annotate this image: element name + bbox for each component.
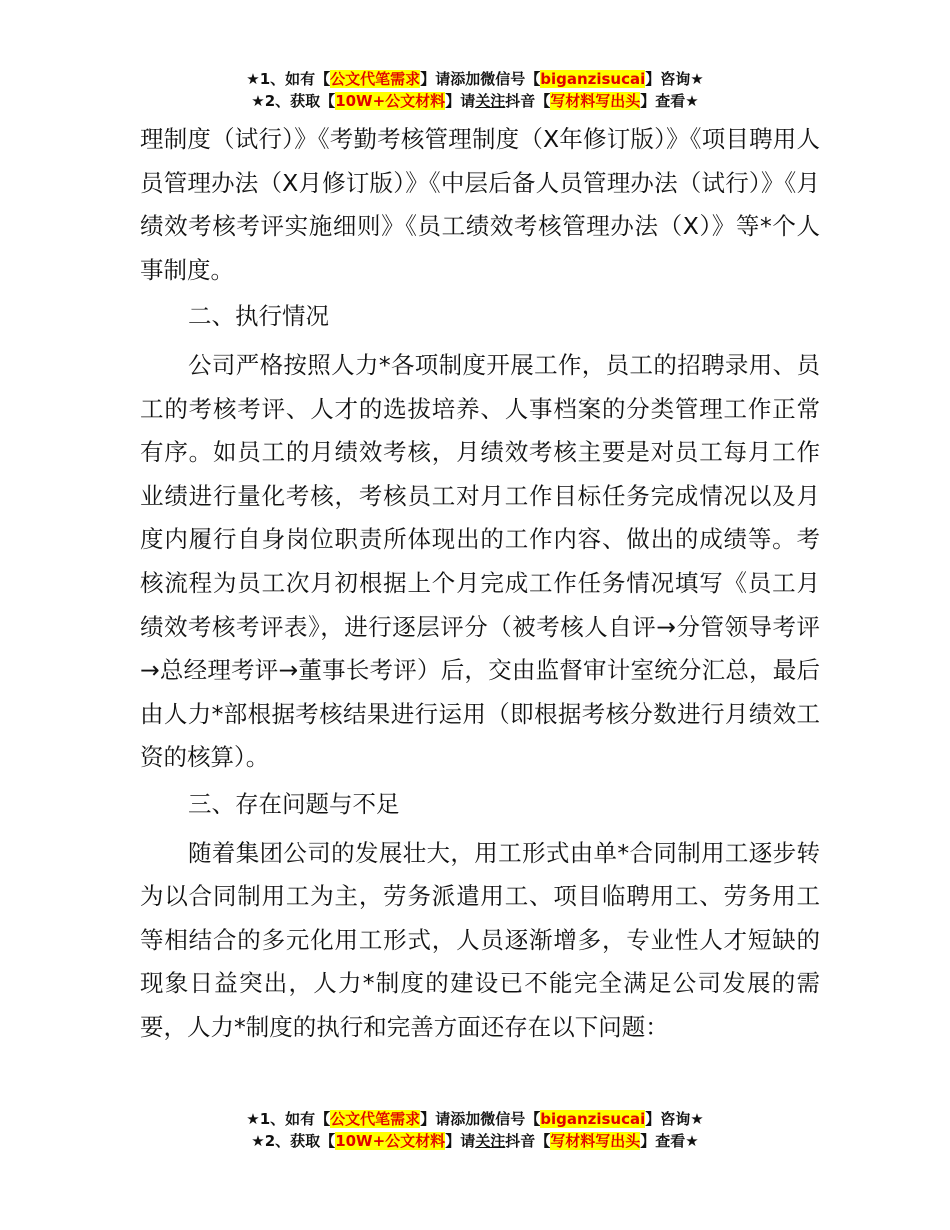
banner-text: ★2、获取【 [251, 1132, 336, 1150]
banner-text: 】查看★ [640, 92, 699, 110]
banner-follow-text: 关注 [475, 1132, 506, 1150]
banner-highlight-douyin: 写材料写出头 [550, 92, 641, 110]
section-heading-problems: 三、存在问题与不足 [188, 789, 400, 818]
banner-text: 】请添加微信号【 [420, 70, 541, 88]
header-banner [0, 68, 950, 112]
banner-text: 】请添加微信号【 [420, 1110, 541, 1128]
banner-follow-text: 关注 [475, 92, 506, 110]
banner-text: 】请 [445, 1132, 476, 1150]
banner-text: 】咨询★ [645, 70, 704, 88]
banner-text: ★1、如有【 [246, 1110, 331, 1128]
banner-text: 抖音【 [505, 92, 551, 110]
banner-highlight-ghostwriting: 公文代笔需求 [330, 1110, 421, 1128]
banner-text: 抖音【 [505, 1132, 551, 1150]
banner-highlight-douyin: 写材料写出头 [550, 1132, 641, 1150]
banner-highlight-materials: 10W+公文材料 [335, 1132, 446, 1150]
footer-banner-line-1 [0, 1108, 950, 1130]
section-heading-execution: 二、执行情况 [188, 302, 329, 331]
banner-highlight-wechat-id: biganzisucai [540, 70, 646, 88]
paragraph-execution: 公司严格按照人力*各项制度开展工作，员工的招聘录用、员工的考核考评、人才的选拔培养、人事档案的分类管理工作正常有序。如员工的月绩效考核，月绩效考核主要是对员工每月工作业绩进行量化考核，考核员工对月工作目标任务完成情况以及月度内履行自身岗位职责所体现出的工作内容、做出的成绩等。考核流程为员工次月初根据上个月完成工作任务情况填写《员工月绩效考核考评表》，进行逐层评分（被考核人自评→分管领导考评→总经理考评→董事长考评）后，交由监督审计室统分汇总，最后由人力*部根据考核结果进行运用（即根据考核分数进行月绩效工资的核算）。 [140, 350, 820, 772]
footer-banner-line-2 [0, 1130, 950, 1152]
paragraph-intro: 理制度（试行）》《考勤考核管理制度（X年修订版）》《项目聘用人员管理办法（X月修订版）》《中层后备人员管理办法（试行）》《月绩效考核考评实施细则》《员工绩效考核管理办法（X）》等*个人事制度。 [140, 125, 820, 284]
banner-highlight-wechat-id: biganzisucai [540, 1110, 646, 1128]
banner-highlight-materials: 10W+公文材料 [335, 92, 446, 110]
document-body [140, 118, 820, 1049]
header-banner-line-1 [0, 68, 950, 90]
footer-banner [0, 1108, 950, 1152]
banner-highlight-ghostwriting: 公文代笔需求 [330, 70, 421, 88]
banner-text: 】查看★ [640, 1132, 699, 1150]
paragraph-problems: 随着集团公司的发展壮大，用工形式由单*合同制用工逐步转为以合同制用工为主，劳务派遣用工、项目临聘用工、劳务用工等相结合的多元化用工形式，人员逐渐增多，专业性人才短缺的现象日益突出，人力*制度的建设已不能完全满足公司发展的需要，人力*制度的执行和完善方面还存在以下问题： [140, 838, 820, 1041]
header-banner-line-2 [0, 90, 950, 112]
banner-text: 】请 [445, 92, 476, 110]
banner-text: ★2、获取【 [251, 92, 336, 110]
banner-text: ★1、如有【 [246, 70, 331, 88]
banner-text: 】咨询★ [645, 1110, 704, 1128]
